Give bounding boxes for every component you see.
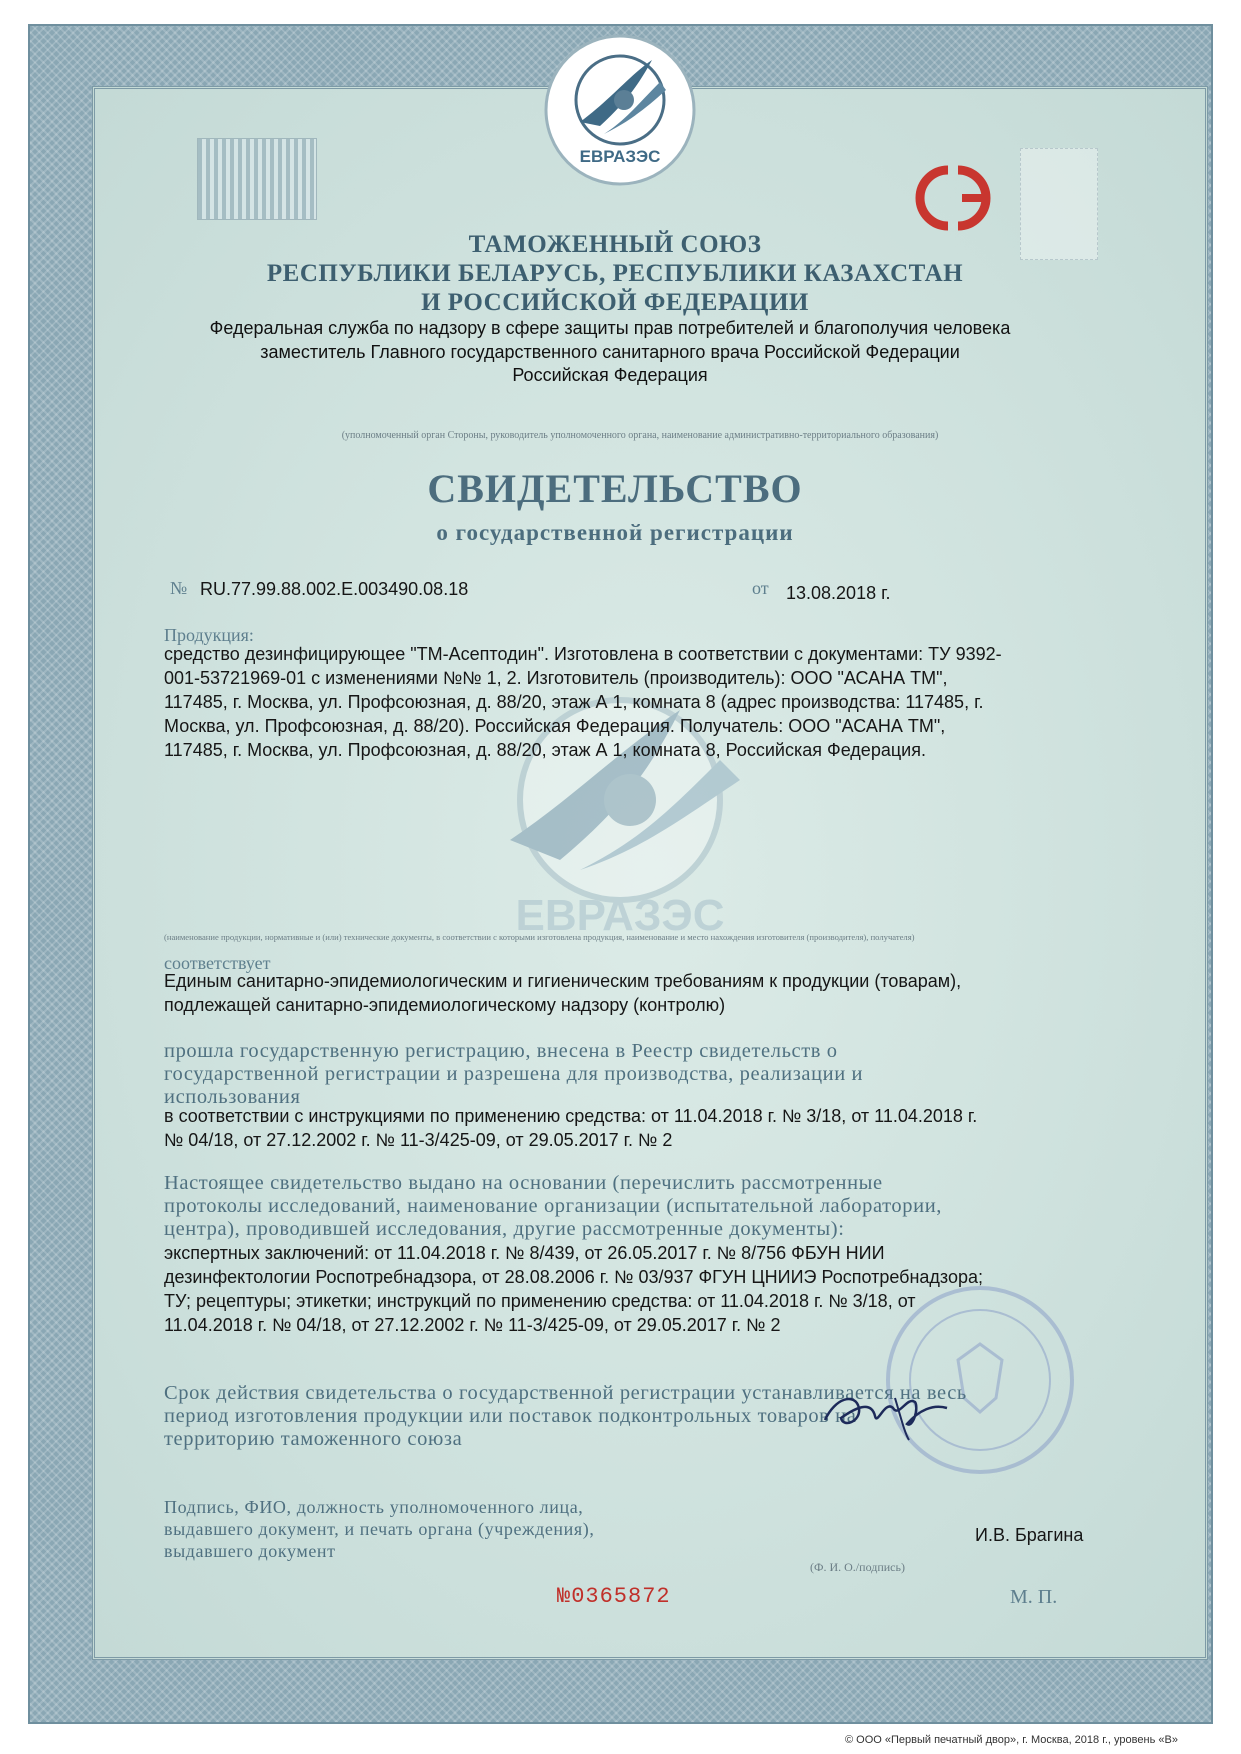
registered-line-3: использования [164, 1086, 301, 1108]
evrazes-emblem-icon [540, 30, 700, 190]
seal-label: М. П. [1010, 1586, 1058, 1608]
conformity-label: соответствует [164, 953, 271, 973]
hologram-strip [197, 138, 317, 220]
authority-line-2: заместитель Главного государственного санитарного врача Российской Федерации [260, 342, 960, 362]
union-line-3: И РОССИЙСКОЙ ФЕДЕРАЦИИ [421, 289, 809, 316]
basis-line-3: центра), проводившей исследования, другие рассмотренные документы): [164, 1218, 845, 1240]
basis-fill-4: 11.04.2018 г. № 04/18, от 27.12.2002 г. № 11-3/425-09, от 29.05.2017 г. № 2 [164, 1315, 781, 1335]
signature-icon [815, 1378, 965, 1448]
product-line-2: 001-53721969-01 с изменениями №№ 1, 2. Изготовитель (производитель): ООО "АСАНА ТМ", [164, 668, 948, 688]
authority-caption: (уполномоченный орган Стороны, руководитель уполномоченного органа, наименование административно-территориального образования) [341, 430, 939, 441]
product-line-1: средство дезинфицирующее "ТМ-Асептодин". Изготовлена в соответствии с документами: ТУ 9392- [164, 644, 1002, 664]
serial-number: №0365872 [557, 1584, 671, 1609]
basis-fill-1: экспертных заключений: от 11.04.2018 г. № 8/439, от 26.05.2017 г. № 8/756 ФБУН НИИ [164, 1243, 885, 1263]
registered-line-1: прошла государственную регистрацию, внесена в Реестр свидетельств о [164, 1040, 838, 1062]
conformity-line-1: Единым санитарно-эпидемиологическим и гигиеническим требованиям к продукции (товарам), [164, 971, 962, 991]
certificate-title: СВИДЕТЕЛЬСТВО [427, 466, 803, 511]
signature-caption-2: выдавшего документ, и печать органа (учреждения), [164, 1519, 595, 1539]
basis-fill-2: дезинфектологии Роспотребнадзора, от 28.08.2006 г. № 03/937 ФГУН ЦНИИЭ Роспотребнадзора; [164, 1267, 983, 1287]
registered-fill-2: № 04/18, от 27.12.2002 г. № 11-3/425-09, от 29.05.2017 г. № 2 [164, 1130, 673, 1150]
basis-line-2: протоколы исследований, наименование организации (испытательной лаборатории, [164, 1195, 942, 1217]
validity-line-1: Срок действия свидетельства о государственной регистрации устанавливается на весь [164, 1382, 967, 1404]
union-line-1: ТАМОЖЕННЫЙ СОЮЗ [468, 231, 762, 258]
basis-fill-3: ТУ; рецептуры; этикетки; инструкций по применению средства: от 11.04.2018 г. № 3/18, от [164, 1291, 916, 1311]
emblem-label: ЕВРАЗЭС [579, 147, 661, 166]
product-label: Продукция: [164, 625, 254, 645]
product-line-4: Москва, ул. Профсоюзная, д. 88/20). Российская Федерация. Получатель: ООО "АСАНА ТМ", [164, 716, 946, 736]
eac-mark-icon [900, 158, 1010, 238]
conformity-line-2: подлежащей санитарно-эпидемиологическому надзору (контролю) [164, 995, 726, 1015]
product-line-5: 117485, г. Москва, ул. Профсоюзная, д. 88/20, этаж А 1, комната 8, Российская Федерация. [164, 740, 926, 760]
validity-line-3: территорию таможенного союза [164, 1428, 463, 1450]
product-line-3: 117485, г. Москва, ул. Профсоюзная, д. 88/20, этаж А 1, комната 8 (адрес производства: 117485, г. [164, 692, 984, 712]
signatory-caption: (Ф. И. О./подпись) [810, 1560, 905, 1574]
reg-date: 13.08.2018 г. [786, 583, 891, 603]
reg-date-label: от [752, 578, 769, 598]
certificate-subtitle: о государственной регистрации [436, 520, 794, 545]
signature-caption-1: Подпись, ФИО, должность уполномоченного лица, [164, 1497, 584, 1517]
reg-number: RU.77.99.88.002.Е.003490.08.18 [200, 579, 469, 599]
registered-line-2: государственной регистрации и разрешена для производства, реализации и [164, 1063, 864, 1085]
signature-caption-3: выдавшего документ [164, 1541, 336, 1561]
reg-number-label: № [170, 578, 188, 598]
basis-line-1: Настоящее свидетельство выдано на основании (перечислить рассмотренные [164, 1172, 883, 1194]
union-line-2: РЕСПУБЛИКИ БЕЛАРУСЬ, РЕСПУБЛИКИ КАЗАХСТАН [266, 260, 964, 287]
validity-line-2: период изготовления продукции или поставок подконтрольных товаров на [164, 1405, 857, 1427]
signatory-name: И.В. Брагина [975, 1525, 1084, 1545]
authority-line-3: Российская Федерация [512, 365, 708, 385]
corner-watermark [1020, 148, 1098, 260]
registered-fill-1: в соответствии с инструкциями по применению средства: от 11.04.2018 г. № 3/18, от 11.04.2018 г. [164, 1106, 978, 1126]
svg-text:ЕВРАЗЭС: ЕВРАЗЭС [515, 891, 725, 940]
product-caption: (наименование продукции, нормативные и (или) технические документы, в соответствии с которыми изготовлена продукция, наименование и место нахождения изготовителя (производителя), получателя) [164, 932, 915, 942]
printer-footer: © ООО «Первый печатный двор», г. Москва, 2018 г., уровень «В» [845, 1734, 1178, 1746]
authority-line-1: Федеральная служба по надзору в сфере защиты прав потребителей и благополучия человека [209, 318, 1011, 338]
